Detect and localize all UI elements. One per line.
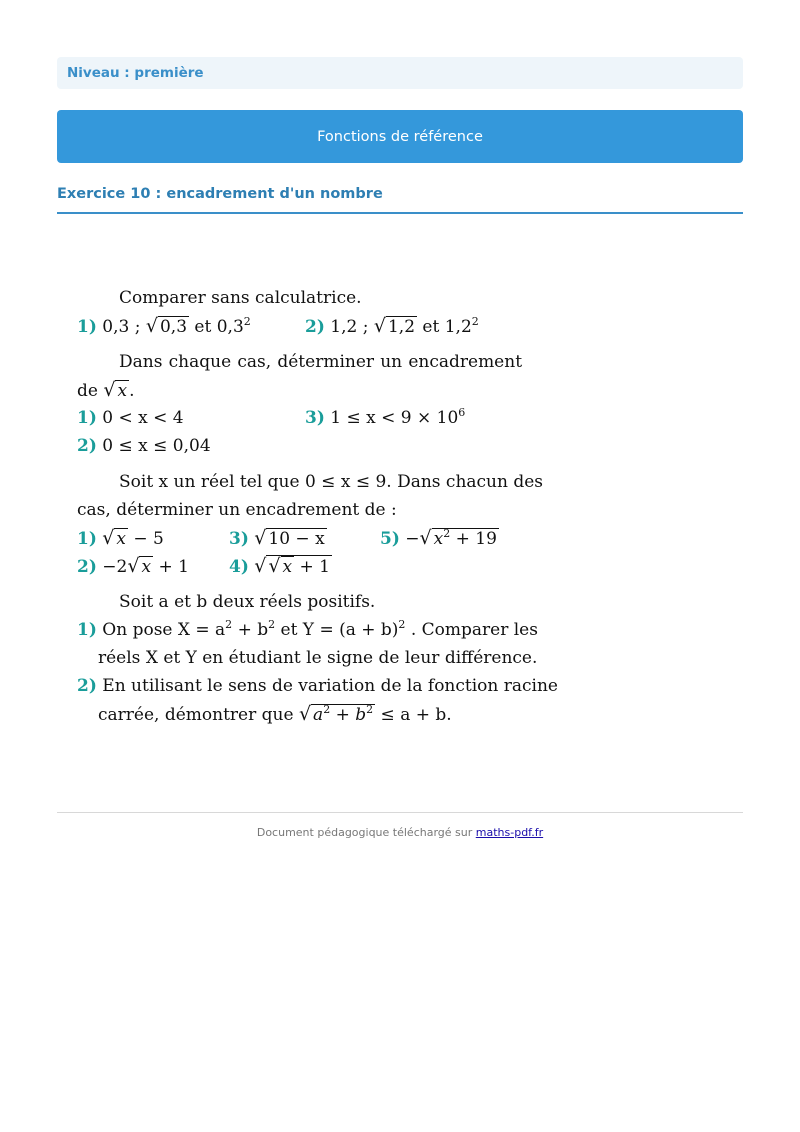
part2-row-2: 2) 0 ≤ x ≤ 0,04 (77, 436, 211, 456)
part3-row-2 (77, 552, 522, 580)
part3-item-4: 4) √ √ x + 1 (229, 552, 332, 581)
part2-item-3: 3) $1 \le x < 9 \times 10^6$ (305, 406, 466, 428)
exercise-title: Exercice 10 : encadrement d'un nombre (57, 186, 743, 214)
sqrt-symbol: √ x (102, 527, 126, 549)
sqrt-symbol: √ 1,2 (373, 315, 416, 337)
sqrt-symbol: √ x (103, 379, 128, 401)
part4-item-1-line-2: réels X et Y en étudiant le signe de leur différence. (98, 648, 538, 668)
sqrt-symbol: √ 10 − x (254, 527, 325, 549)
chapter-banner: Fonctions de référence (57, 110, 743, 163)
part3-intro-2: cas, déterminer un encadrement de : (77, 500, 397, 520)
exercise-body (77, 284, 558, 728)
part2-item-1: 1) 0 < x < 4 (77, 408, 184, 428)
sqrt-symbol: √ x (127, 555, 152, 577)
part2-intro-end: de √ x . (77, 376, 522, 404)
sqrt-symbol: √ 0,3 (145, 315, 188, 337)
part3-item-1: 1) √ x − 5 (77, 529, 164, 549)
level-label: Niveau : première (57, 57, 743, 89)
part2-row-1 (77, 404, 522, 432)
part4-item-1-line-1: 1) On pose $X = a^2 + b^2$ et $Y = (a + b)^2$ . Comparer les (77, 618, 538, 640)
part1-item-1: 1) 0,3 ; √ 0,3 et $0,3^2$ (77, 317, 251, 337)
footer-divider (57, 812, 743, 813)
part3-item-3: 3) √ 10 − x (229, 524, 327, 553)
part1-intro: Comparer sans calculatrice. (119, 288, 362, 308)
part3-intro: Soit x un réel tel que 0 ≤ x ≤ 9. Dans chacun des (119, 472, 544, 492)
part3-row-1 (77, 524, 522, 552)
part1-item-2: 2) 1,2 ; √ 1,2 et $1,2^2$ (305, 312, 479, 341)
part4-intro: Soit a et b deux réels positifs. (119, 592, 376, 612)
sqrt-symbol: √ $a^2 + b^2$ (298, 703, 374, 725)
footer-link[interactable]: maths-pdf.fr (475, 826, 544, 839)
part3-item-5: 5) −√ $x^2 + 19$ (380, 524, 499, 553)
footer (0, 826, 800, 839)
part2-intro: Dans chaque cas, déterminer un encadrement (119, 352, 523, 372)
sqrt-symbol: √ √ x + 1 (254, 555, 330, 577)
part4-item-2-line-2: carrée, démontrer que √ $a^2 + b^2 \le a + b$. (77, 700, 522, 728)
footer-text: Document pédagogique téléchargé sur (256, 826, 473, 839)
sqrt-symbol: √ $x^2 + 19$ (419, 527, 497, 549)
part3-item-2: 2) −2√ x + 1 (77, 557, 189, 577)
part1-items (77, 312, 522, 340)
part4-item-2-line-1: 2) En utilisant le sens de variation de la fonction racine (77, 676, 558, 696)
